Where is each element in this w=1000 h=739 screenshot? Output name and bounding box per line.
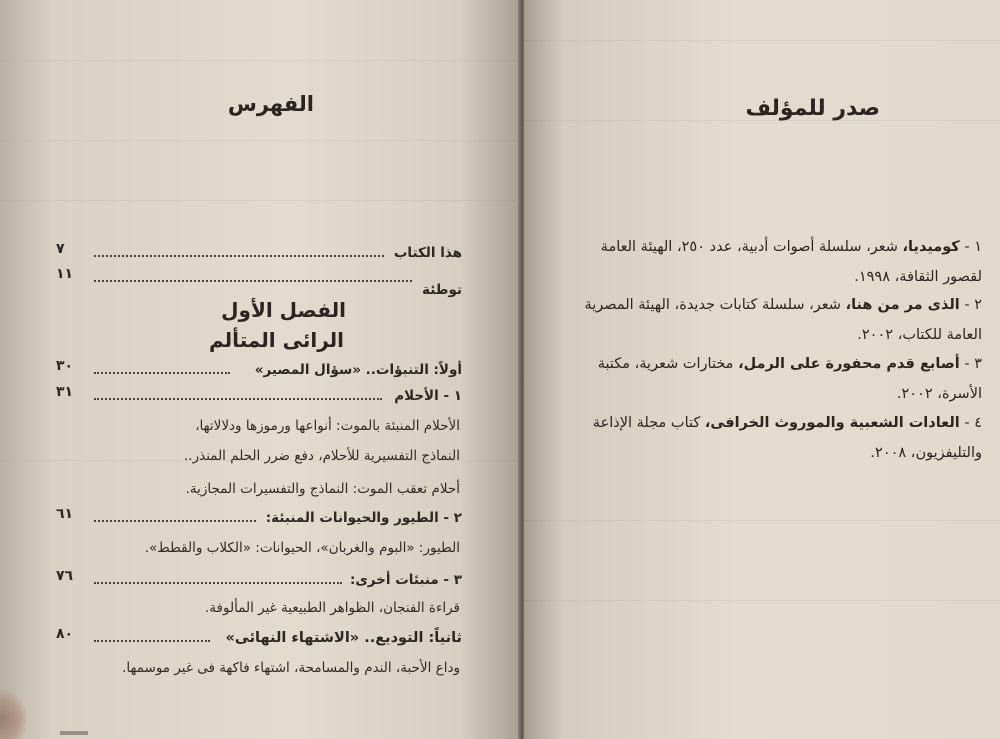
toc-label: توطئة (422, 282, 462, 298)
chapter-title: الفصل الأول (221, 298, 346, 322)
toc-label: هذا الكتاب (393, 245, 462, 261)
work-number: ٣ - (959, 356, 982, 372)
toc-page-number: ٣٠ (56, 358, 74, 374)
work-title: الذى مر من هنا، (845, 297, 960, 313)
toc-row (56, 626, 462, 652)
work-title: العادات الشعبية والموروث الخرافى، (704, 415, 960, 431)
toc-description: أحلام تعقب الموت: النماذج والتفسيرات المجازية. (185, 481, 460, 497)
work-item (568, 408, 982, 468)
toc-description: الأحلام المنبئة بالموت: أنواعها ورموزها ودلالاتها، (195, 418, 460, 434)
dotted-leader (94, 640, 210, 642)
works-heading: صدر للمؤلف (745, 96, 880, 121)
work-details: والتليفزيون، ٢٠٠٨. (870, 445, 982, 461)
work-details: مختارات شعرية، مكتبة (597, 356, 734, 372)
toc-label: أولاً: التنبؤات.. «سؤال المصير» (254, 362, 462, 378)
toc-row (56, 266, 462, 298)
work-title: أصابع قدم محفورة على الرمل، (738, 356, 960, 372)
work-details: لقصور الثقافة، ١٩٩٨. (854, 269, 982, 285)
toc-label: ٣ - منبئات أخرى: (349, 572, 462, 588)
toc-label: ١ - الأحلام (394, 388, 462, 404)
work-details: شعر، سلسلة أصوات أدبية، عدد ٢٥٠، الهيئة العامة (600, 239, 898, 255)
toc-description: الطيور: «البوم والغربان»، الحيوانات: «الكلاب والقطط». (144, 540, 460, 556)
work-details: العامة للكتاب، ٢٠٠٢. (857, 327, 982, 343)
toc-row (56, 384, 462, 410)
toc-row (56, 241, 462, 267)
page-footer-mark (60, 731, 88, 735)
toc-label: ثانياً: التوديع.. «الاشتهاء النهائى» (225, 630, 462, 646)
work-item (568, 290, 982, 350)
right-page (524, 0, 1000, 739)
work-number: ٤ - (959, 415, 982, 431)
toc-page-number: ٧٦ (56, 568, 74, 584)
toc-row (56, 358, 462, 384)
dotted-leader (94, 280, 412, 282)
work-number: ١ - (959, 239, 982, 255)
chapter-subtitle: الرائى المتألم (208, 328, 344, 352)
work-details: كتاب مجلة الإذاعة (592, 415, 701, 431)
toc-page-number: ٧ (56, 241, 65, 257)
toc-page-number: ٨٠ (56, 626, 74, 642)
work-title: كوميديا، (902, 239, 960, 255)
dotted-leader (94, 398, 382, 400)
toc-description: قراءة الفنجان، الظواهر الطبيعية غير المألوفة. (205, 600, 460, 616)
toc-row (56, 568, 462, 594)
toc-label: ٢ - الطيور والحيوانات المنبئة: (265, 510, 462, 526)
dotted-leader (94, 582, 342, 584)
toc-heading: الفهرس (227, 92, 314, 116)
toc-page-number: ٦١ (56, 506, 74, 522)
dotted-leader (94, 520, 256, 522)
toc-page-number: ٣١ (56, 384, 74, 400)
dotted-leader (94, 372, 230, 374)
toc-description: وداع الأحبة، الندم والمسامحة، اشتهاء فاكهة فى غير موسمها. (122, 660, 460, 676)
work-item (568, 349, 982, 409)
work-item (568, 232, 982, 292)
toc-row (56, 506, 462, 532)
work-details: الأسرة، ٢٠٠٢. (896, 386, 982, 402)
work-number: ٢ - (959, 297, 982, 313)
thumb-shadow (0, 690, 26, 739)
dotted-leader (94, 255, 384, 257)
toc-description: النماذج التفسيرية للأحلام، دفع ضرر الحلم المنذر.. (184, 448, 460, 464)
work-details: شعر، سلسلة كتابات جديدة، الهيئة المصرية (584, 297, 841, 313)
toc-page-number: ١١ (56, 266, 74, 282)
